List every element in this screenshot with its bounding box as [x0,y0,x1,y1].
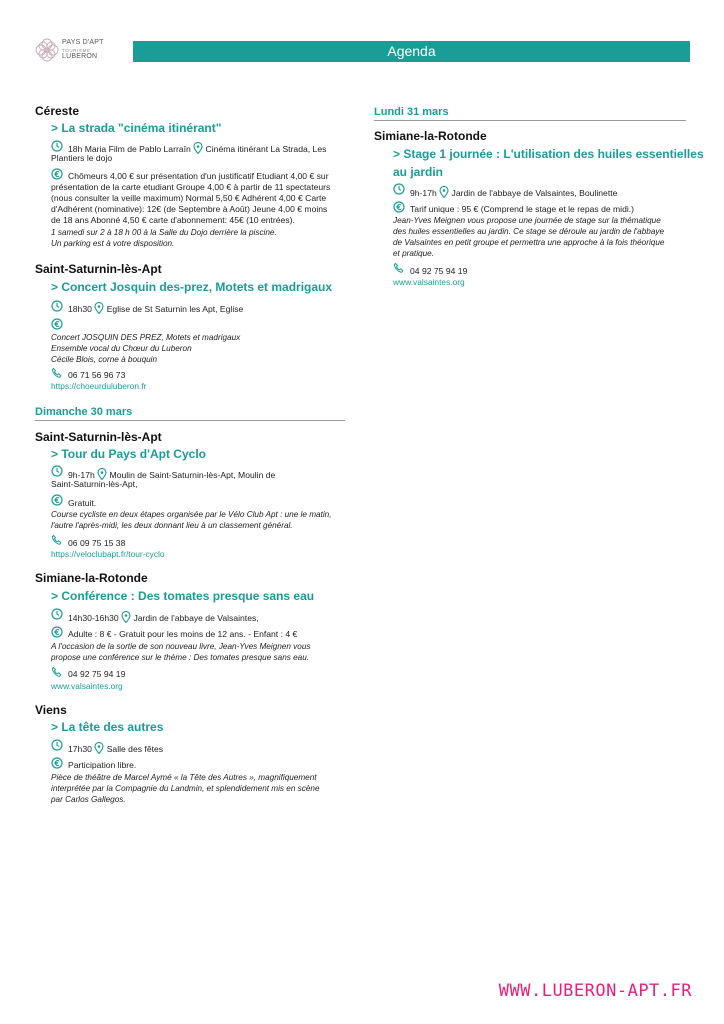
event-place-text: Cinéma itinérant La Strada, Les [205,144,327,154]
clock-icon [51,140,63,152]
location-pin-icon [193,142,203,154]
event-link[interactable]: www.valsaintes.org [51,681,123,691]
location-pin-icon [121,611,131,623]
event-price-l3: (nous consulter la veille maximum) Normal 5,50 € Adhérent 4,00 € Carte [51,193,327,203]
event-city: Saint-Saturnin-lès-Apt [35,430,162,444]
event-desc-l2: des huiles essentielles au jardin. Ce stage se déroule au jardin de l'abbaye [393,227,665,236]
event-price-l4: d'Adhérent (nominative): 12€ (de Septembre à Août) Jeune 4,00 € moins [51,204,328,214]
phone-icon [51,367,63,379]
event-desc-l3: Cécile Blois, corne à bouquin [51,355,158,364]
day-heading: Dimanche 30 mars [35,406,345,421]
footer-website-link[interactable]: WWW.LUBERON-APT.FR [498,981,692,1001]
event-price: Adulte : 8 € - Gratuit pour les moins de 12 ans. - Enfant : 4 € [68,629,298,639]
event-desc-l3: par Carlos Gallegos. [51,795,126,804]
event-place-text: Jardin de l'abbaye de Valsaintes, Boulinette [451,188,618,198]
event-price-l1: Chômeurs 4,00 € sur présentation d'un justificatif Etudiant 4,00 € sur [68,171,329,181]
event-desc-l1: Jean-Yves Meignen vous propose une journée de stage sur la thématique [393,216,661,225]
event-phone[interactable]: 04 92 75 94 19 [410,266,468,276]
phone-icon [51,666,63,678]
event-desc-l1: A l'occasion de la sortie de son nouveau livre, Jean-Yves Meignen vous [51,642,311,651]
event-time-text: 17h30 [68,744,92,754]
euro-icon [51,757,63,769]
event-time [68,611,259,624]
event-link[interactable]: https://choeurduluberon.fr [51,381,147,391]
event-phone[interactable]: 06 71 56 96 73 [68,370,126,380]
event-city: Simiane-la-Rotonde [374,129,487,143]
event-phone[interactable]: 06 09 75 15 38 [68,538,126,548]
agenda-banner: Agenda [133,41,690,62]
event-city: Saint-Saturnin-lès-Apt [35,262,162,276]
event-title[interactable]: > La strada "cinéma itinérant" [51,121,222,135]
event-desc-l1: Pièce de théâtre de Marcel Aymé « la Tête des Autres », magnifiquement [51,773,317,782]
logo-text [62,39,104,61]
euro-icon [51,318,63,330]
event-desc-l1: Concert JOSQUIN DES PREZ, Motets et madrigaux [51,333,241,342]
event-time-text: 18h Maria Film de Pablo Larraîn [68,144,191,154]
day-heading: Lundi 31 mars [374,106,686,121]
event-price: Tarif unique : 95 € (Comprend le stage et le repas de midi.) [410,204,635,214]
clock-icon [51,608,63,620]
logo [34,37,130,67]
event-time [68,302,243,315]
event-title[interactable]: > Concert Josquin des-prez, Motets et madrigaux [51,280,333,294]
event-city: Viens [35,703,67,717]
event-desc-l2: interprétée par la Compagnie du Landmin, et splendidement mis en scène [51,784,320,793]
clock-icon [51,739,63,751]
event-place-cont: Saint-Saturnin-lès-Apt, [51,479,138,489]
event-time-text: 9h-17h [410,188,437,198]
event-place-cont: Plantiers le dojo [51,153,113,163]
event-price-l5: de 18 ans Abonné 4,50 € carte d'abonnement: 45€ (10 entrées). [51,215,295,225]
clock-icon [51,300,63,312]
event-desc-l2: propose une conférence sur le thème : Des tomates presque sans eau. [51,653,310,662]
logo-line1: PAYS D'APT [62,39,104,46]
event-title[interactable]: > La tête des autres [51,720,164,734]
euro-icon [393,201,405,213]
euro-icon [51,494,63,506]
location-pin-icon [94,302,104,314]
event-title[interactable]: > Tour du Pays d'Apt Cyclo [51,447,206,461]
event-time-text: 14h30-16h30 [68,613,119,623]
phone-icon [51,534,63,546]
clock-icon [393,183,405,195]
event-place-text: Moulin de Saint-Saturnin-lès-Apt, Moulin de [109,470,276,480]
event-time-text: 9h-17h [68,470,95,480]
event-desc-l4: et pratique. [393,249,434,258]
event-title-l2[interactable]: au jardin [393,165,444,179]
event-time [410,186,617,199]
logo-flower-icon [34,37,60,63]
event-price: Participation libre. [68,760,137,770]
event-desc-l1: Course cycliste en deux étapes organisée par le Vélo Club Apt : une le matin, [51,510,332,519]
event-phone[interactable]: 04 92 75 94 19 [68,669,126,679]
event-city: Céreste [35,104,80,118]
event-desc-l2: l'autre l'après-midi, les deux donnant lieu à un classement général. [51,521,293,530]
event-link[interactable]: https://veloclubapt.fr/tour-cyclo [51,549,165,559]
event-time-text: 18h30 [68,304,92,314]
event-desc-l2: Un parking est à votre disposition. [51,239,175,248]
location-pin-icon [94,742,104,754]
logo-line2: TOURISME [62,47,91,53]
location-pin-icon [439,186,449,198]
event-desc-l2: Ensemble vocal du Chœur du Luberon [51,344,192,353]
event-place-text: Eglise de St Saturnin les Apt, Eglise [106,304,244,314]
event-desc-l3: de Valsaintes en petit groupe et permettra une approche à la fois théorique [393,238,665,247]
event-time [68,742,163,755]
event-city: Simiane-la-Rotonde [35,571,148,585]
event-title-l1[interactable]: > Stage 1 journée : L'utilisation des huiles essentielles [393,147,704,161]
phone-icon [393,262,405,274]
clock-icon [51,465,63,477]
event-place-text: Jardin de l'abbaye de Valsaintes, [133,613,259,623]
logo-line3: LUBERON [62,52,98,60]
event-place-text: Salle des fêtes [106,744,164,754]
event-price: Gratuit. [68,498,97,508]
euro-icon [51,168,63,180]
event-link[interactable]: www.valsaintes.org [393,277,465,287]
event-desc-l1: 1 samedi sur 2 à 18 h 00 à la Salle du Dojo derrière la piscine. [51,228,277,237]
event-price-l2: présentation de la carte etudiant Groupe 4,00 € à partir de 11 spectateurs [51,182,331,192]
euro-icon [51,626,63,638]
event-title[interactable]: > Conférence : Des tomates presque sans eau [51,589,315,603]
